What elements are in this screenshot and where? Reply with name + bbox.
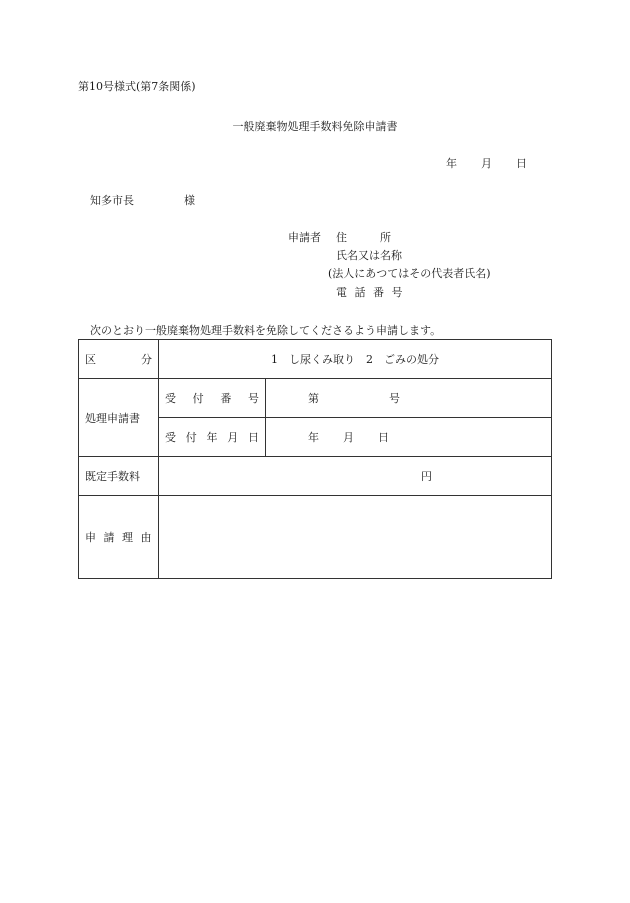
representative-note: (法人にあつてはその代表者氏名) [328,267,491,280]
table-row [79,379,552,418]
reason-field[interactable] [159,496,552,579]
table-row [79,496,552,579]
category-value: 1 し尿くみ取り 2 ごみの処分 [159,340,552,379]
name-label: 氏名又は名称 [336,249,402,262]
application-table [78,339,552,579]
process-label: 処理申請書 [79,379,159,457]
receipt-date-label-char: 日 [248,431,259,444]
receipt-date-label-char: 月 [227,431,239,444]
receipt-date-year: 年 [308,431,319,444]
receipt-number-value [266,379,552,418]
receipt-number-label-char: 受 [165,392,176,405]
date-line [446,157,527,171]
fee-label: 既定手数料 [79,457,159,496]
applicant-label: 申請者 [288,231,321,244]
receipt-date-day: 日 [378,431,389,444]
date-day: 日 [516,157,527,170]
category-label-char: 分 [141,353,152,366]
category-label-char: 区 [85,353,96,366]
receipt-date-label-char: 年 [206,431,218,444]
document-title: 一般廃棄物処理手数料免除申請書 [232,120,398,133]
intro-text: 次のとおり一般廃棄物処理手数料を免除してくださるよう申請します。 [90,324,442,337]
receipt-number-label-char: 番 [220,392,232,405]
category-label [79,340,159,379]
table-row [79,340,552,379]
receipt-date-label-char: 付 [185,431,197,444]
phone-label: 電 話 番 号 [336,286,405,299]
fee-value-cell [159,457,552,496]
fee-value: 円 [421,470,432,483]
receipt-number-label-char: 付 [192,392,204,405]
addressee-honorific: 様 [184,194,195,207]
addressee-name: 知多市長 [90,194,134,207]
receipt-number-suffix: 号 [389,392,400,405]
receipt-number-prefix: 第 [308,392,319,405]
receipt-date-label-char: 受 [165,431,176,444]
address-label: 住 所 [336,231,391,244]
receipt-date-value [266,418,552,457]
addressee [90,194,195,208]
reason-label: 申 請 理 由 [79,496,159,579]
applicant-block [288,231,548,301]
form-number: 第10号様式(第7条関係) [78,80,196,93]
receipt-date-label [159,418,266,457]
date-year: 年 [446,157,457,170]
table-row [79,457,552,496]
date-month: 月 [481,157,492,170]
receipt-number-label-char: 号 [247,392,259,405]
receipt-number-label [159,379,266,418]
receipt-date-month: 月 [343,431,354,444]
